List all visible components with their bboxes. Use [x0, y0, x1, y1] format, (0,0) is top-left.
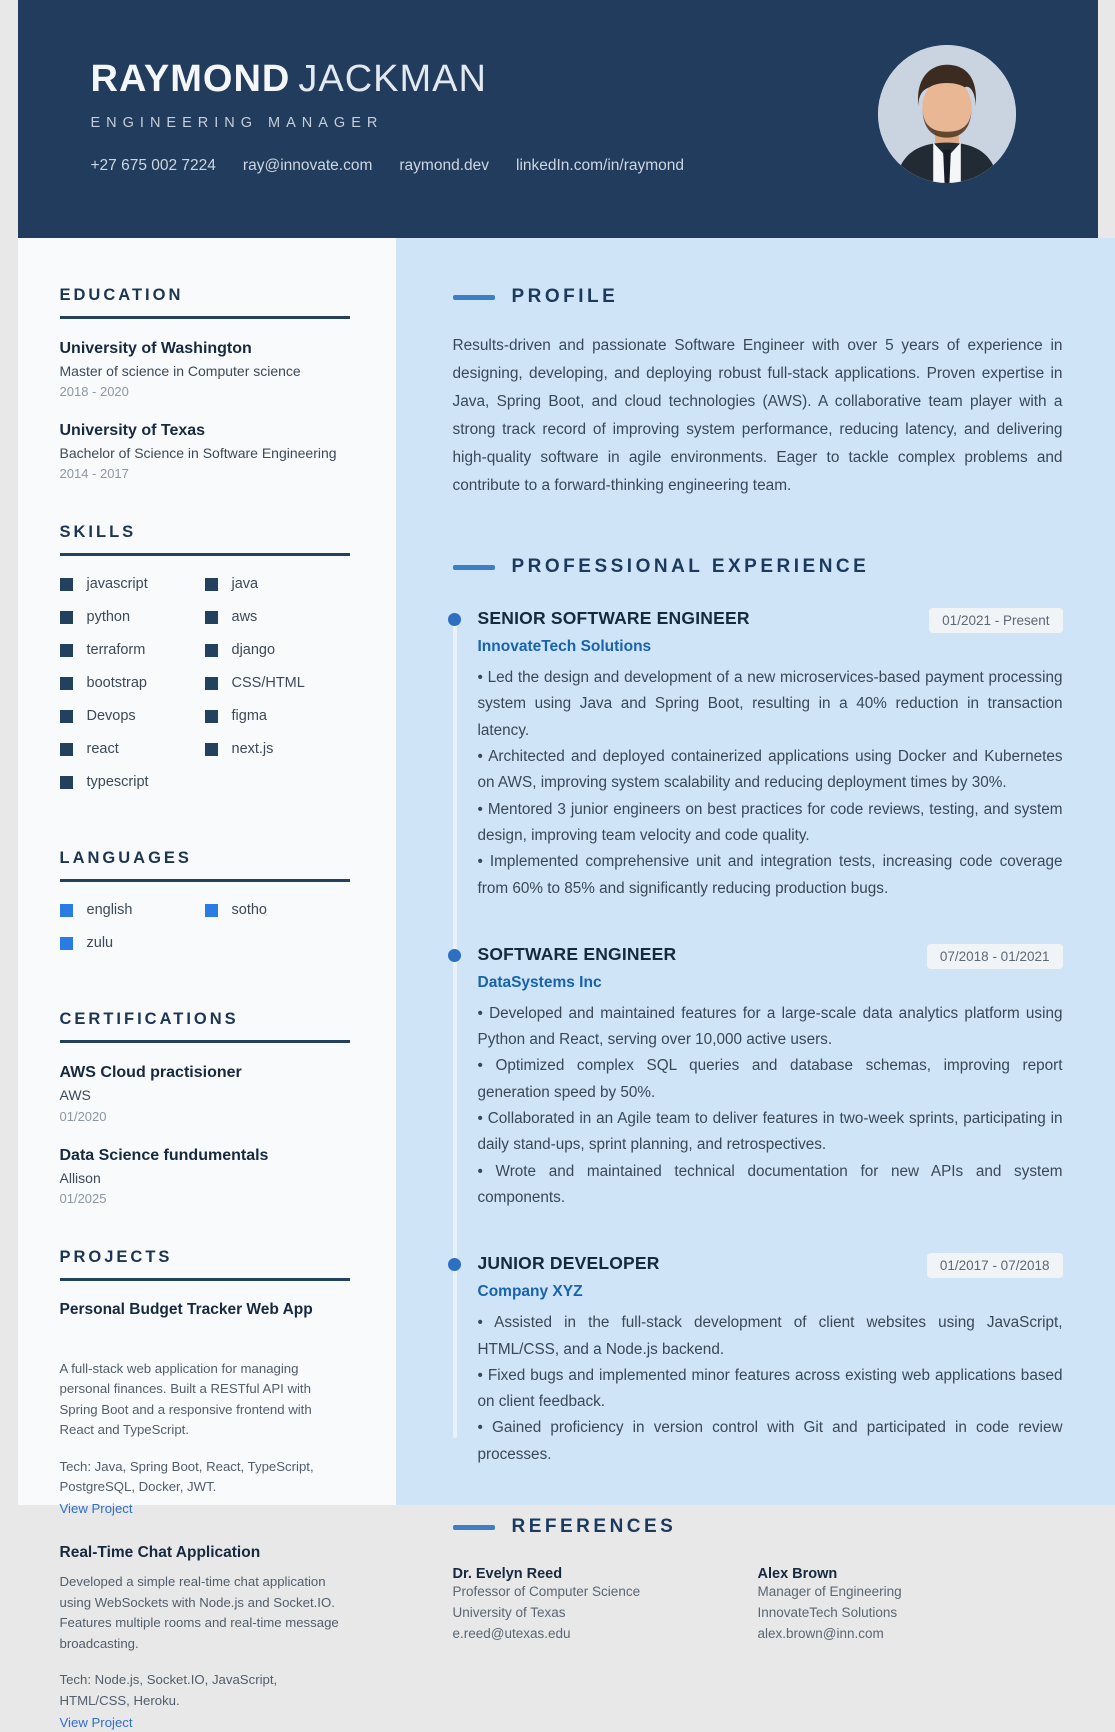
- view-project-link[interactable]: View Project: [60, 1501, 133, 1516]
- language-item: [60, 935, 205, 951]
- job-header: [478, 1253, 1063, 1278]
- references-title: REFERENCES: [512, 1516, 677, 1538]
- skill-label: Devops: [87, 708, 136, 724]
- skill-label: next.js: [232, 741, 274, 757]
- certification-issuer: Allison: [60, 1169, 350, 1187]
- languages-title: LANGUAGES: [60, 849, 350, 882]
- reference-role: Manager of Engineering: [758, 1582, 1063, 1603]
- degree-name: Master of science in Computer science: [60, 362, 350, 380]
- job-bullet: • Mentored 3 junior engineers on best practices for code reviews, testing, and system design, improving team velocity and code quality.: [478, 797, 1063, 850]
- job-bullets: [478, 1001, 1063, 1211]
- skill-item: [205, 642, 350, 658]
- profile-title: PROFILE: [512, 286, 619, 308]
- references-list: [453, 1566, 1063, 1645]
- certification-date: 01/2025: [60, 1191, 350, 1206]
- skill-label: java: [232, 576, 259, 592]
- timeline-dot-icon: [448, 1258, 461, 1271]
- square-bullet-icon: [205, 904, 218, 917]
- square-bullet-icon: [60, 611, 73, 624]
- job-title: JUNIOR DEVELOPER: [478, 1253, 660, 1274]
- timeline-dot-icon: [448, 949, 461, 962]
- job-bullet: • Developed and maintained features for a large-scale data analytics platform using Python and React, serving over 10,000 active users.: [478, 1001, 1063, 1054]
- languages-column-1: [60, 902, 205, 968]
- square-bullet-icon: [205, 611, 218, 624]
- project-description: A full-stack web application for managing personal finances. Built a RESTful API with Spring Boot and a responsive frontend with React and TypeScript.: [60, 1359, 350, 1441]
- projects-title: PROJECTS: [60, 1248, 350, 1281]
- job-header: [478, 944, 1063, 969]
- certification-item: [60, 1063, 350, 1123]
- main-column: [396, 238, 1115, 1505]
- references-header: [453, 1516, 1063, 1538]
- skill-item: [60, 642, 205, 658]
- project-item: [60, 1544, 350, 1732]
- skill-item: [60, 675, 205, 691]
- job-title: SOFTWARE ENGINEER: [478, 944, 677, 965]
- degree-name: Bachelor of Science in Software Engineering: [60, 444, 350, 462]
- first-name: RAYMOND: [91, 58, 291, 100]
- job-entry: [453, 944, 1063, 1211]
- certification-name: AWS Cloud practisioner: [60, 1063, 350, 1083]
- sidebar: [18, 238, 396, 1505]
- square-bullet-icon: [60, 578, 73, 591]
- reference-email[interactable]: alex.brown@inn.com: [758, 1624, 1063, 1645]
- skill-label: bootstrap: [87, 675, 147, 691]
- reference-org: InnovateTech Solutions: [758, 1603, 1063, 1624]
- skills-list: [60, 576, 350, 807]
- projects-section: [60, 1248, 350, 1732]
- job-entry: [453, 1253, 1063, 1468]
- square-bullet-icon: [205, 677, 218, 690]
- job-bullet: • Led the design and development of a new microservices-based payment processing system using Java and Spring Boot, resulting in a 40% reduction in transaction latency.: [478, 665, 1063, 744]
- education-title: EDUCATION: [60, 286, 350, 319]
- certification-date: 01/2020: [60, 1109, 350, 1124]
- skill-label: javascript: [87, 576, 148, 592]
- job-dates-badge: 07/2018 - 01/2021: [927, 944, 1063, 969]
- job-bullet: • Assisted in the full-stack development of client websites using JavaScript, HTML/CSS, and a Node.js backend.: [478, 1310, 1063, 1363]
- skill-item: [60, 741, 205, 757]
- skill-label: typescript: [87, 774, 149, 790]
- square-bullet-icon: [205, 578, 218, 591]
- square-bullet-icon: [60, 937, 73, 950]
- reference-role: Professor of Computer Science: [453, 1582, 758, 1603]
- phone-number[interactable]: +27 675 002 7224: [91, 157, 216, 175]
- project-tech: Tech: Node.js, Socket.IO, JavaScript, HTML/CSS, Heroku.: [60, 1670, 350, 1711]
- education-dates: 2014 - 2017: [60, 466, 350, 481]
- certifications-section: [60, 1010, 350, 1205]
- references-section: [453, 1516, 1063, 1645]
- experience-section: [453, 556, 1063, 1468]
- square-bullet-icon: [60, 710, 73, 723]
- skill-label: terraform: [87, 642, 146, 658]
- job-bullet: • Gained proficiency in version control with Git and participated in code review processes.: [478, 1415, 1063, 1468]
- skill-item: [60, 609, 205, 625]
- personal-website[interactable]: raymond.dev: [399, 157, 489, 175]
- job-bullet: • Collaborated in an Agile team to deliver features in two-week sprints, participating in daily stand-ups, sprint planning, and retrospectives.: [478, 1106, 1063, 1159]
- reference-item: [453, 1566, 758, 1645]
- education-section: [60, 286, 350, 481]
- jobs-timeline: [453, 608, 1063, 1468]
- job-dates-badge: 01/2017 - 07/2018: [927, 1253, 1063, 1278]
- reference-name: Alex Brown: [758, 1566, 1063, 1582]
- square-bullet-icon: [205, 710, 218, 723]
- skill-item: [60, 708, 205, 724]
- job-bullet: • Implemented comprehensive unit and integration tests, increasing code coverage from 60% to 85% and significantly reducing production bugs.: [478, 849, 1063, 902]
- experience-title: PROFESSIONAL EXPERIENCE: [512, 556, 870, 578]
- language-label: sotho: [232, 902, 267, 918]
- skill-label: figma: [232, 708, 267, 724]
- certifications-title: CERTIFICATIONS: [60, 1010, 350, 1043]
- education-item: [60, 339, 350, 399]
- job-bullet: • Wrote and maintained technical documentation for new APIs and system components.: [478, 1159, 1063, 1212]
- section-accent-dash-icon: [453, 565, 495, 570]
- project-item: [60, 1301, 350, 1519]
- square-bullet-icon: [60, 776, 73, 789]
- school-name: University of Washington: [60, 339, 350, 359]
- skill-label: aws: [232, 609, 258, 625]
- profile-header: [453, 286, 1063, 308]
- skills-column-1: [60, 576, 205, 807]
- reference-email[interactable]: e.reed@utexas.edu: [453, 1624, 758, 1645]
- timeline-dot-icon: [448, 613, 461, 626]
- last-name: JACKMAN: [298, 58, 487, 100]
- skills-column-2: [205, 576, 350, 807]
- skill-item: [205, 675, 350, 691]
- project-name: Personal Budget Tracker Web App: [60, 1301, 350, 1319]
- square-bullet-icon: [60, 644, 73, 657]
- certification-item: [60, 1146, 350, 1206]
- linkedin-url[interactable]: linkedIn.com/in/raymond: [516, 157, 684, 175]
- job-bullets: [478, 1310, 1063, 1468]
- education-item: [60, 421, 350, 481]
- job-company: Company XYZ: [478, 1283, 1063, 1301]
- square-bullet-icon: [60, 677, 73, 690]
- view-project-link[interactable]: View Project: [60, 1715, 133, 1730]
- project-description: Developed a simple real-time chat application using WebSockets with Node.js and Socket.IO. Features multiple rooms and real-time message broadcasting.: [60, 1572, 350, 1654]
- certification-issuer: AWS: [60, 1086, 350, 1104]
- language-label: zulu: [87, 935, 114, 951]
- project-tech: Tech: Java, Spring Boot, React, TypeScript, PostgreSQL, Docker, JWT.: [60, 1457, 350, 1498]
- skills-title: SKILLS: [60, 523, 350, 556]
- skills-section: [60, 523, 350, 807]
- languages-section: [60, 849, 350, 968]
- job-bullets: [478, 665, 1063, 902]
- job-bullet: • Optimized complex SQL queries and database schemas, improving report generation speed by 50%.: [478, 1053, 1063, 1106]
- reference-name: Dr. Evelyn Reed: [453, 1566, 758, 1582]
- skill-label: CSS/HTML: [232, 675, 305, 691]
- section-accent-dash-icon: [453, 1525, 495, 1530]
- skill-label: python: [87, 609, 131, 625]
- job-company: InnovateTech Solutions: [478, 638, 1063, 656]
- job-role: ENGINEERING MANAGER: [91, 115, 1098, 131]
- skill-item: [60, 576, 205, 592]
- skill-item: [205, 609, 350, 625]
- job-header: [478, 608, 1063, 633]
- body-columns: [18, 238, 1098, 1505]
- job-title: SENIOR SOFTWARE ENGINEER: [478, 608, 750, 629]
- skill-item: [205, 741, 350, 757]
- language-item: [205, 902, 350, 918]
- email-address[interactable]: ray@innovate.com: [243, 157, 372, 175]
- experience-header: [453, 556, 1063, 578]
- education-dates: 2018 - 2020: [60, 384, 350, 399]
- job-entry: [453, 608, 1063, 902]
- job-bullet: • Architected and deployed containerized applications using Docker and Kubernetes on AWS, improving system scalability and reducing deployment times by 30%.: [478, 744, 1063, 797]
- job-dates-badge: 01/2021 - Present: [929, 608, 1062, 633]
- skill-label: django: [232, 642, 276, 658]
- square-bullet-icon: [205, 743, 218, 756]
- reference-org: University of Texas: [453, 1603, 758, 1624]
- languages-column-2: [205, 902, 350, 968]
- resume-page: [18, 0, 1098, 1505]
- skill-item: [205, 576, 350, 592]
- skill-item: [205, 708, 350, 724]
- skill-item: [60, 774, 205, 790]
- header-band: [18, 0, 1098, 238]
- section-accent-dash-icon: [453, 295, 495, 300]
- avatar-illustration: [878, 45, 1016, 183]
- project-name: Real-Time Chat Application: [60, 1544, 350, 1562]
- profile-section: [453, 286, 1063, 500]
- profile-summary: Results-driven and passionate Software Engineer with over 5 years of experience in designing, developing, and deploying robust full-stack applications. Proven expertise in Java, Spring Boot, and cloud technologies (AWS). A collaborative team player with a strong track record of improving system performance, reducing latency, and delivering high-quality software in agile environments. Eager to tackle complex problems and contribute to a forward-thinking engineering team.: [453, 332, 1063, 500]
- job-bullet: • Fixed bugs and implemented minor features across existing web applications based on client feedback.: [478, 1363, 1063, 1416]
- square-bullet-icon: [205, 644, 218, 657]
- job-company: DataSystems Inc: [478, 974, 1063, 992]
- profile-photo: [878, 45, 1016, 183]
- square-bullet-icon: [60, 904, 73, 917]
- language-label: english: [87, 902, 133, 918]
- reference-item: [758, 1566, 1063, 1645]
- certification-name: Data Science fundumentals: [60, 1146, 350, 1166]
- skill-label: react: [87, 741, 119, 757]
- square-bullet-icon: [60, 743, 73, 756]
- languages-list: [60, 902, 350, 968]
- language-item: [60, 902, 205, 918]
- school-name: University of Texas: [60, 421, 350, 441]
